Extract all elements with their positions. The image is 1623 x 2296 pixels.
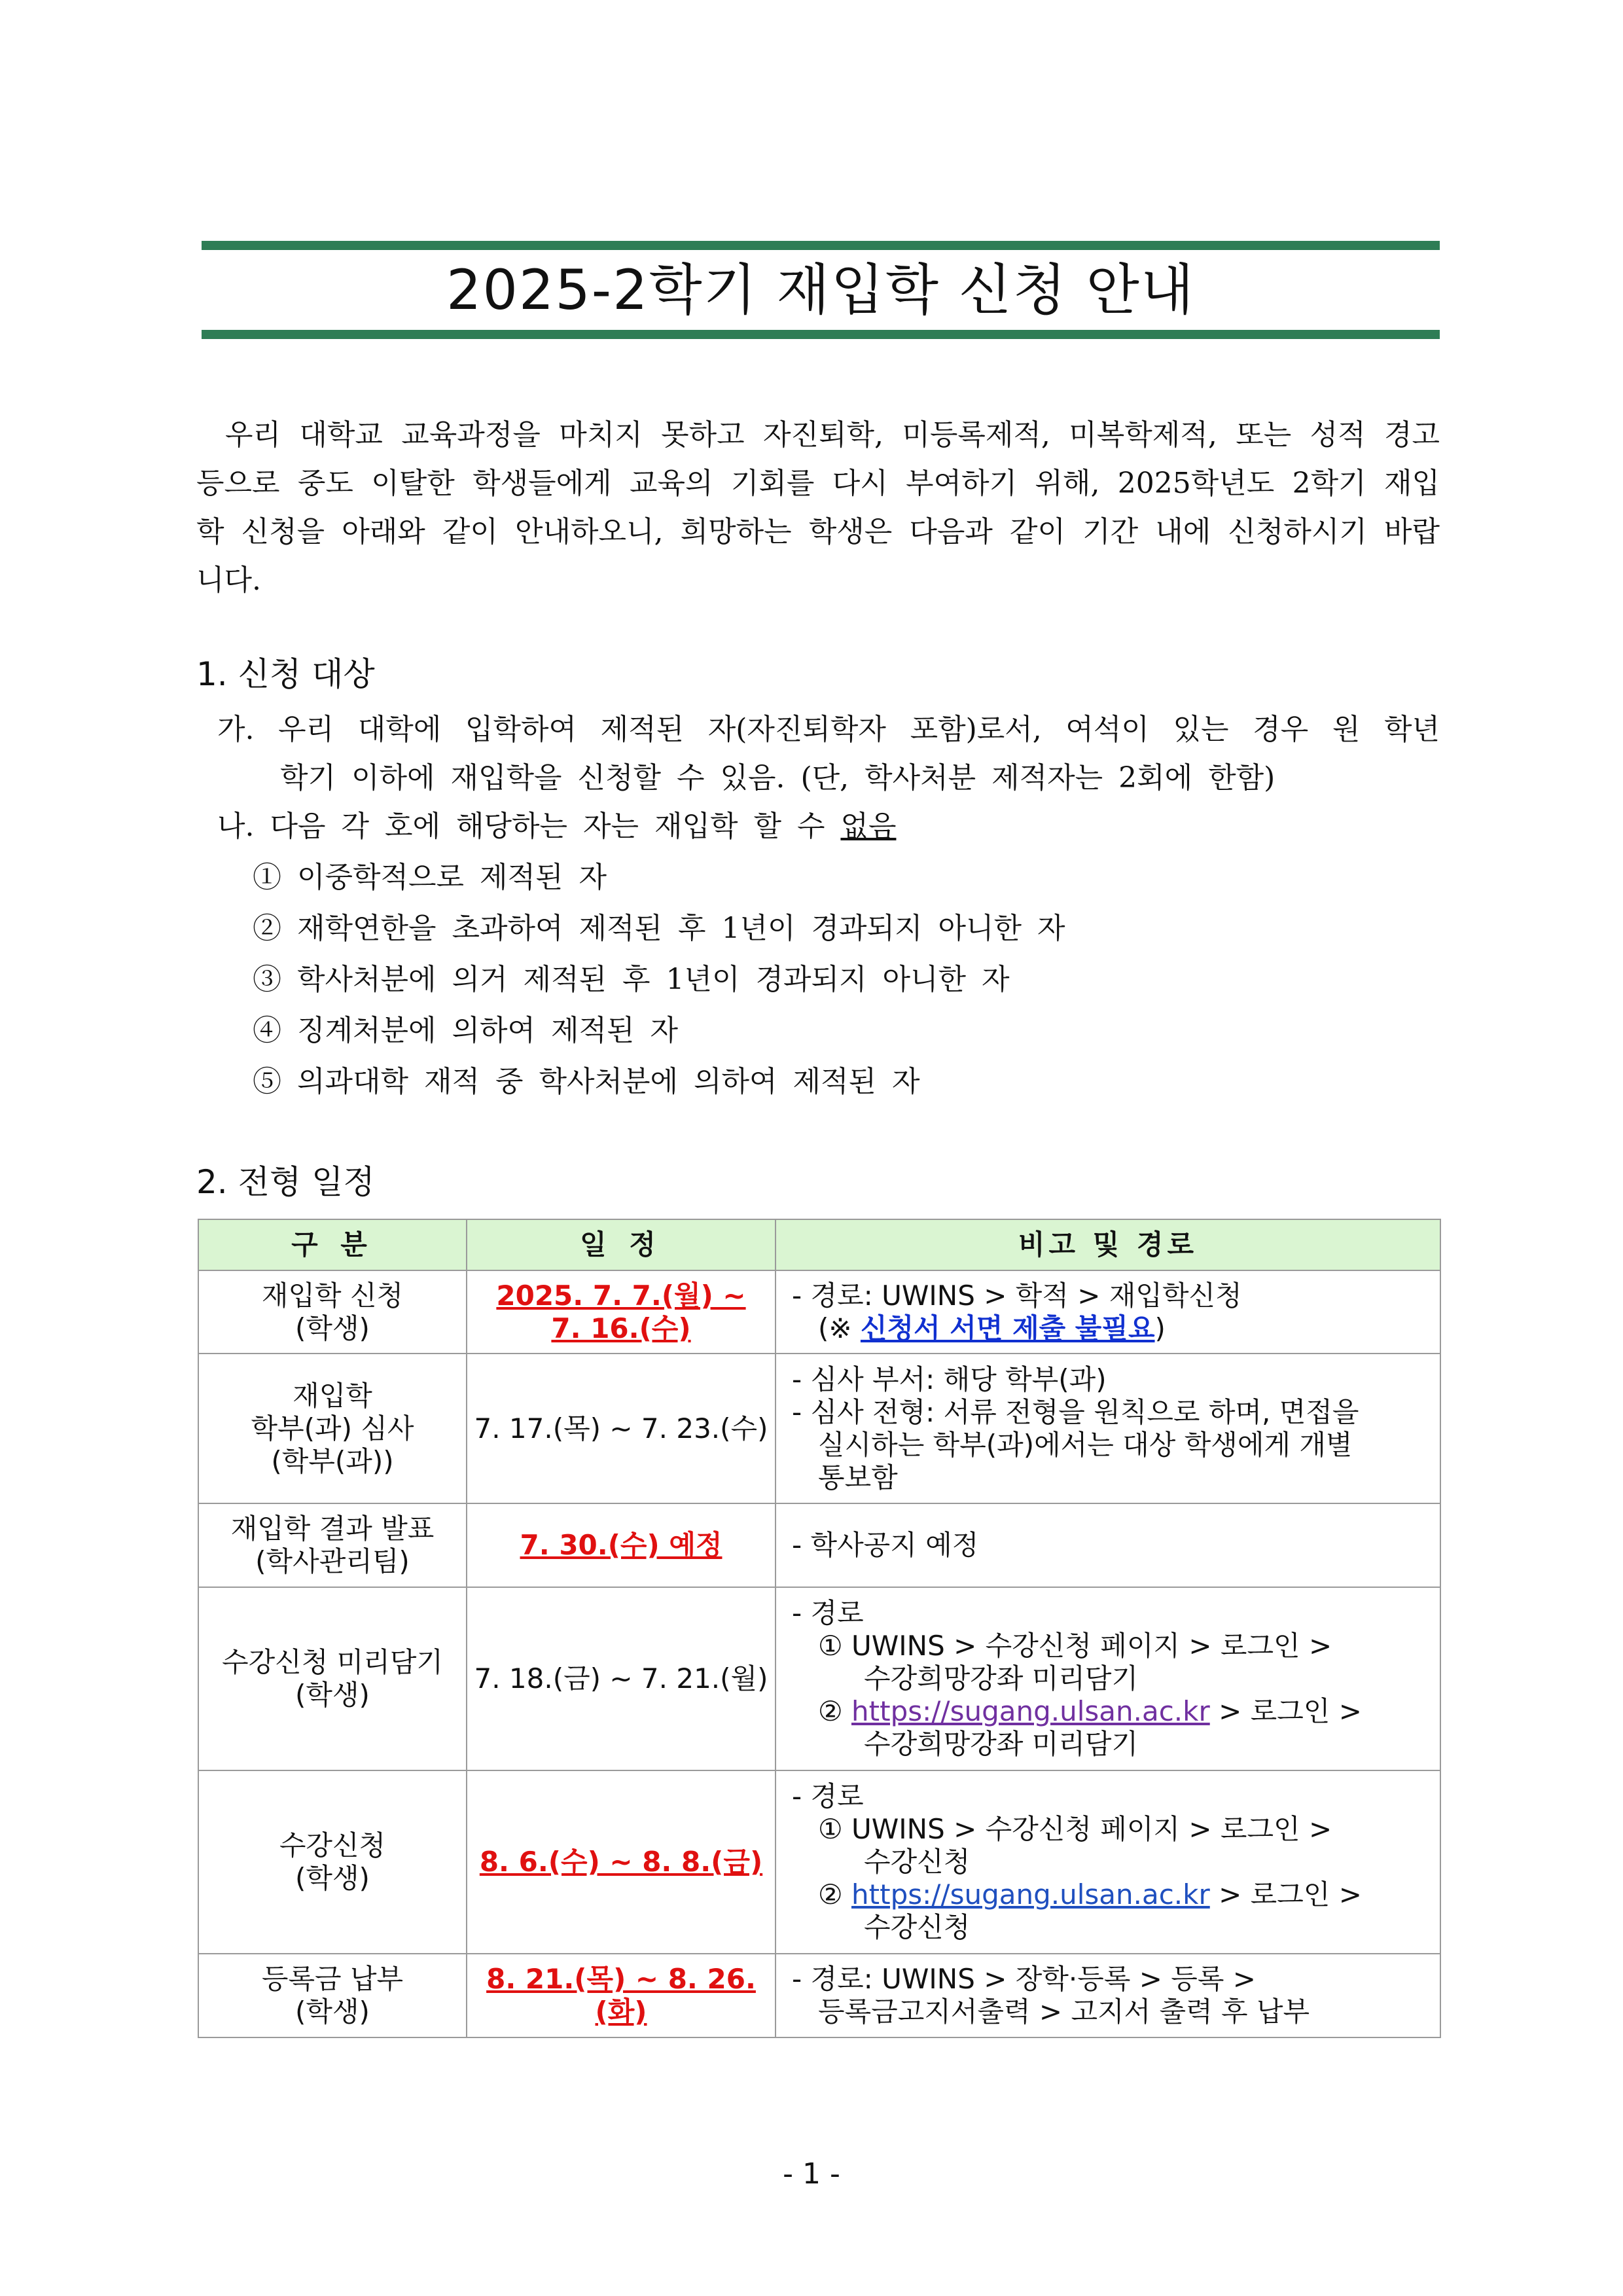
page-title: 2025-2학기 재입학 신청 안내	[446, 258, 1195, 322]
exclusion-item: ④ 징계처분에 의하여 제적된 자	[253, 1014, 678, 1047]
intro-paragraph: 우리 대학교 교육과정을 마치지 못하고 자진퇴학, 미등록제적, 미복학제적, 또는 성적 경고 등으로 중도 이탈한 학생들에게 교육의 기회를 다시 부여하기 위해, 2025학년도 2학기 재입학 신청을 아래와 같이 안내하오니, 희망하는 학생은 다음과 같이 기간 내에 신청하시기 바랍니다.	[196, 418, 1440, 597]
row-note: - 경로: UWINS > 학적 > 재입학신청 (※ 신청서 서면 제출 불필요)	[776, 1270, 1440, 1354]
page-number: - 1 -	[783, 2157, 840, 2191]
header-schedule: 일 정	[467, 1219, 776, 1270]
criteria-ga-line1: 가. 우리 대학에 입학하여 제적된 자(자진퇴학자 포함)로서, 여석이 있는 경우 원 학년	[217, 713, 1440, 746]
row-category: 수강신청 (학생)	[198, 1770, 467, 1954]
criteria-na-text: 나. 다음 각 호에 해당하는 자는 재입학 할 수	[217, 810, 841, 843]
row-category: 재입학 학부(과) 심사 (학부(과))	[198, 1354, 467, 1503]
exclusion-item: ③ 학사처분에 의거 제적된 후 1년이 경과되지 아니한 자	[253, 963, 1010, 996]
row-date: 8. 21.(목) ~ 8. 26.(화)	[467, 1954, 776, 2037]
table-row	[198, 1587, 1440, 1770]
header-notes: 비고 및 경로	[776, 1219, 1440, 1270]
criteria-ga-line2: 학기 이하에 재입학을 신청할 수 있음. (단, 학사처분 제적자는 2회에 한함)	[280, 761, 1275, 795]
row-note: - 심사 부서: 해당 학부(과) - 심사 전형: 서류 전형을 원칙으로 하며, 면접을 실시하는 학부(과)에서는 대상 학생에게 개별 통보함	[776, 1354, 1440, 1503]
table-row	[198, 1770, 1440, 1954]
row-note: - 경로 ① UWINS > 수강신청 페이지 > 로그인 > 수강신청 ② https://sugang.ulsan.ac.kr > 로그인 > 수강신청	[776, 1770, 1440, 1954]
row-category: 재입학 결과 발표 (학사관리팀)	[198, 1503, 467, 1587]
criteria-na-underlined: 없음	[840, 810, 897, 843]
row-date: 2025. 7. 7.(월) ~ 7. 16.(수)	[467, 1270, 776, 1354]
row-category: 등록금 납부 (학생)	[198, 1954, 467, 2037]
table-header-row	[198, 1219, 1440, 1270]
sugang-link[interactable]: https://sugang.ulsan.ac.kr	[851, 1878, 1210, 1910]
no-paper-submission-note: 신청서 서면 제출 불필요	[860, 1312, 1155, 1344]
title-bottom-bar	[202, 330, 1440, 339]
table-row	[198, 1503, 1440, 1587]
row-note: - 경로 ① UWINS > 수강신청 페이지 > 로그인 > 수강희망강좌 미리담기 ② https://sugang.ulsan.ac.kr > 로그인 > 수강희망강좌 미리담기	[776, 1587, 1440, 1770]
row-date: 7. 18.(금) ~ 7. 21.(월)	[467, 1587, 776, 1770]
header-category: 구 분	[198, 1219, 467, 1270]
criteria-na-line	[217, 802, 896, 844]
row-date: 7. 17.(목) ~ 7. 23.(수)	[467, 1354, 776, 1503]
section2-heading: 2. 전형 일정	[196, 1163, 375, 1201]
table-row	[198, 1270, 1440, 1354]
exclusion-item: ② 재학연한을 초과하여 제적된 후 1년이 경과되지 아니한 자	[253, 912, 1065, 945]
row-date: 7. 30.(수) 예정	[467, 1503, 776, 1587]
title-top-bar	[202, 241, 1440, 250]
section1-heading: 1. 신청 대상	[196, 655, 375, 693]
schedule-table	[198, 1219, 1441, 2038]
title-block	[202, 241, 1440, 339]
table-row	[198, 1954, 1440, 2037]
row-date: 8. 6.(수) ~ 8. 8.(금)	[467, 1770, 776, 1954]
exclusion-item: ① 이중학적으로 제적된 자	[253, 861, 607, 894]
sugang-link[interactable]: https://sugang.ulsan.ac.kr	[851, 1695, 1210, 1727]
row-category: 재입학 신청 (학생)	[198, 1270, 467, 1354]
row-category: 수강신청 미리담기 (학생)	[198, 1587, 467, 1770]
row-note: - 학사공지 예정	[776, 1503, 1440, 1587]
table-row	[198, 1354, 1440, 1503]
exclusion-item: ⑤ 의과대학 재적 중 학사처분에 의하여 제적된 자	[253, 1065, 920, 1098]
row-note: - 경로: UWINS > 장학·등록 > 등록 > 등록금고지서출력 > 고지서 출력 후 납부	[776, 1954, 1440, 2037]
